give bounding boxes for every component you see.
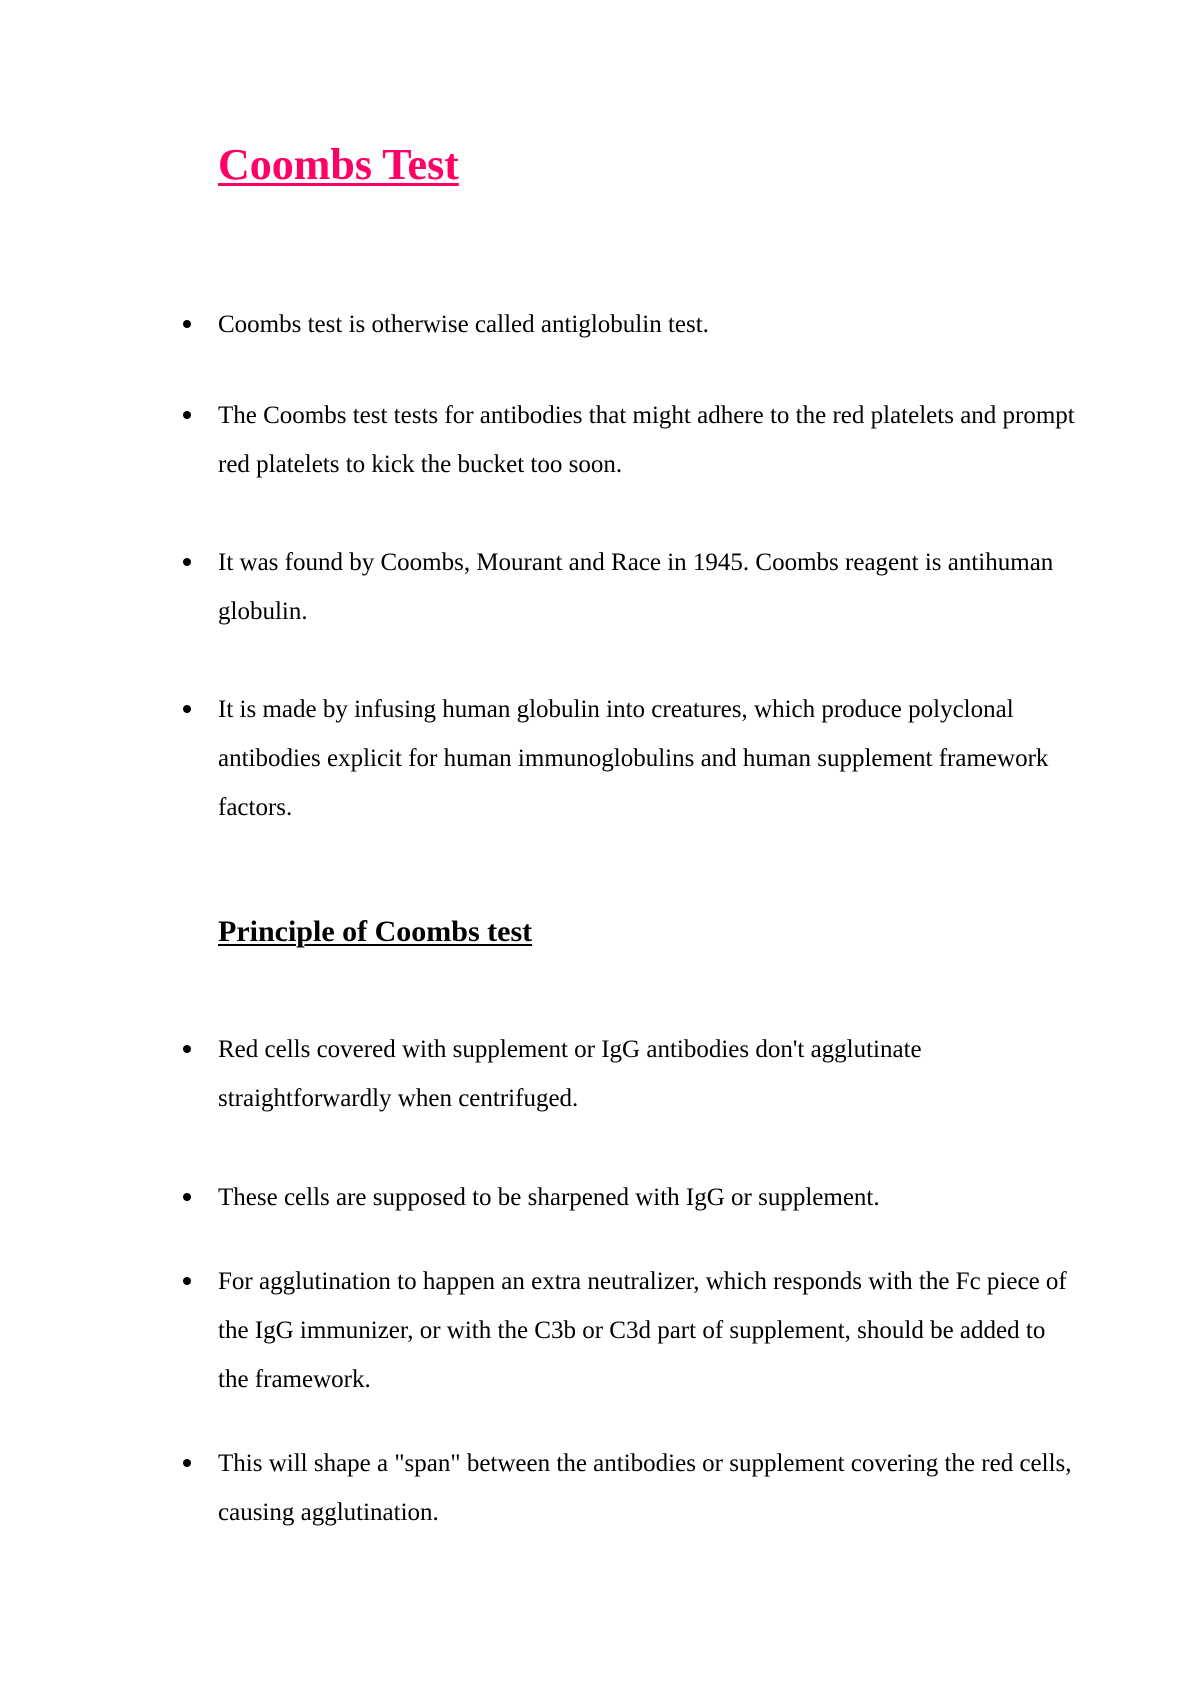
bullet-text: Coombs test is otherwise called antiglobulin test.	[218, 311, 709, 338]
section-heading: Principle of Coombs test	[218, 915, 533, 948]
bullet-text: This will shape a "span" between the antibodies or supplement covering the red cells, causing agglutination.	[218, 1450, 1072, 1526]
bullet-text: These cells are supposed to be sharpened with IgG or supplement.	[218, 1184, 880, 1211]
bullet-text: For agglutination to happen an extra neutralizer, which responds with the Fc piece of the IgG immunizer, or with the C3b or C3d part of supplement, should be added to the framework.	[218, 1268, 1067, 1393]
bullet-dot-icon	[183, 1459, 191, 1467]
bullet-dot-icon	[183, 1193, 191, 1201]
bullet-text: It was found by Coombs, Mourant and Race in 1945. Coombs reagent is antihuman globulin.	[218, 549, 1054, 625]
bullet-text: The Coombs test tests for antibodies that might adhere to the red platelets and prompt red platelets to kick the bucket too soon.	[218, 402, 1075, 478]
bullet-dot-icon	[183, 558, 191, 566]
bullet-dot-icon	[183, 1277, 191, 1285]
bullet-text: Red cells covered with supplement or IgG antibodies don't agglutinate straightforwardly when centrifuged.	[218, 1036, 922, 1112]
document-title: Coombs Test	[218, 140, 459, 189]
bullet-dot-icon	[183, 705, 191, 713]
bullet-dot-icon	[183, 1045, 191, 1053]
bullet-dot-icon	[183, 320, 191, 328]
bullet-text: It is made by infusing human globulin into creatures, which produce polyclonal antibodies explicit for human immunoglobulins and human supplement framework factors.	[218, 696, 1049, 821]
bullet-dot-icon	[183, 411, 191, 419]
